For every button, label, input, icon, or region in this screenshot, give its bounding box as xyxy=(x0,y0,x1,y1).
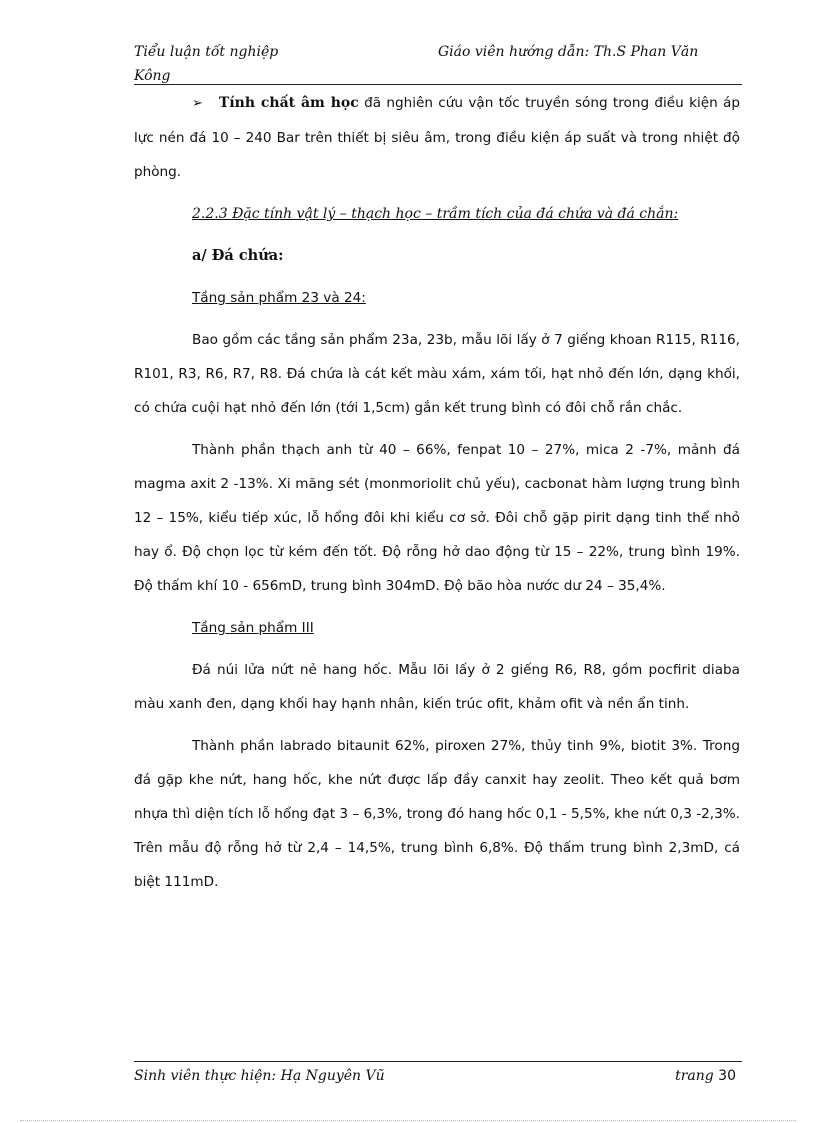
header-document-type: Tiểu luận tốt nghiệp xyxy=(134,44,279,60)
bullet-title: Tính chất âm học xyxy=(218,95,359,111)
header-advisor-continued: Kông xyxy=(134,68,171,84)
arrow-bullet-icon: ➢ xyxy=(192,96,203,111)
footer-page-number: trang 30 xyxy=(675,1068,736,1084)
layer-iii-heading: Tầng sản phẩm III xyxy=(192,620,314,636)
layer-iii-paragraph-1: Đá núi lửa nứt nẻ hang hốc. Mẫu lõi lấy ở 2 giếng R6, R8, gồm pocfirit diaba màu xanh đen, dạng khối hay hạnh nhân, kiến trúc ofit, khảm ofit và nền ẩn tinh. xyxy=(134,662,740,712)
page-bottom-border xyxy=(20,1120,796,1121)
header-rule xyxy=(134,84,742,85)
section-heading: 2.2.3 Đặc tính vật lý – thạch học – trầm tích của đá chứa và đá chắn: xyxy=(192,206,679,222)
layer-23-24-paragraph-2: Thành phần thạch anh từ 40 – 66%, fenpat 10 – 27%, mica 2 -7%, mảnh đá magma axit 2 -13%. Xi măng sét (monmoriolit chủ yếu), cacbonat hàm lượng trung bình 12 – 15%, kiểu tiếp xúc, lỗ hổng đôi khi kiểu cơ sở. Đôi chỗ gặp pirit dạng tinh thể nhỏ hay ổ. Độ chọn lọc từ kém đến tốt. Độ rỗng hở dao động từ 15 – 22%, trung bình 19%. Độ thấm khí 10 - 656mD, trung bình 304mD. Độ bão hòa nước dư 24 – 35,4%. xyxy=(134,442,740,594)
bullet-text: đã nghiên cứu vận tốc truyền sóng trong điều kiện áp lực nén đá 10 – 240 Bar trên thiết bị siêu âm, trong điều kiện áp suất và trong nhiệt độ phòng. xyxy=(134,95,740,180)
layer-23-24-paragraph-1: Bao gồm các tầng sản phẩm 23a, 23b, mẫu lõi lấy ở 7 giếng khoan R115, R116, R101, R3, R6, R7, R8. Đá chứa là cát kết màu xám, xám tối, hạt nhỏ đến lớn, dạng khối, có chứa cuội hạt nhỏ đến lớn (tới 1,5cm) gắn kết trung bình có đôi chỗ rắn chắc. xyxy=(134,332,740,416)
acoustic-properties-paragraph xyxy=(134,86,740,189)
header-advisor: Giáo viên hướng dẫn: Th.S Phan Văn xyxy=(438,44,699,60)
footer-rule xyxy=(134,1061,742,1062)
footer-student: Sinh viên thực hiện: Hạ Nguyên Vũ xyxy=(134,1068,385,1084)
layer-23-24-heading: Tầng sản phẩm 23 và 24: xyxy=(192,290,366,306)
subsection-heading: a/ Đá chứa: xyxy=(192,247,284,264)
layer-iii-paragraph-2: Thành phần labrado bitaunit 62%, piroxen 27%, thủy tinh 9%, biotit 3%. Trong đá gặp khe nứt, hang hốc, khe nứt được lấp đầy canxit hay zeolit. Theo kết quả bơm nhựa thì diện tích lỗ hổng đạt 3 – 6,3%, trong đó hang hốc 0,1 - 5,5%, khe nứt 0,3 -2,3%. Trên mẫu độ rỗng hở từ 2,4 – 14,5%, trung bình 6,8%. Độ thấm trung bình 2,3mD, cá biệt 111mD. xyxy=(134,738,740,890)
page-body xyxy=(134,86,740,907)
